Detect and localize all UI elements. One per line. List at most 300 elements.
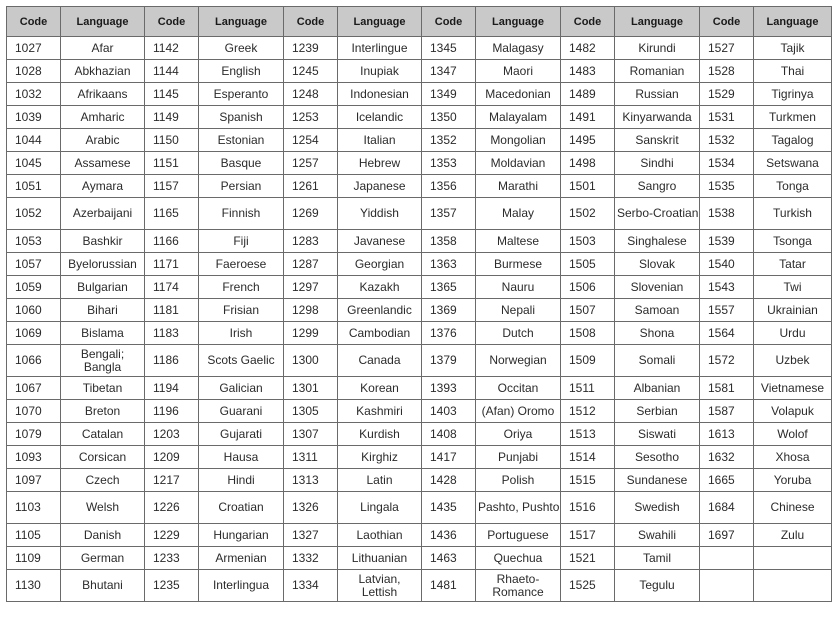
table-row [7,322,832,345]
code-cell: 1511 [561,377,615,400]
language-cell: Canada [338,345,422,377]
code-cell: 1109 [7,547,61,570]
code-cell: 1363 [422,253,476,276]
code-cell: 1226 [145,492,199,524]
header-row [7,7,832,37]
language-cell: Welsh [61,492,145,524]
language-cell: Sangro [615,175,700,198]
code-cell: 1515 [561,469,615,492]
language-cell: Yoruba [754,469,832,492]
column-header-code: Code [284,7,338,37]
column-header-code: Code [145,7,199,37]
language-cell: Volapuk [754,400,832,423]
code-cell: 1253 [284,106,338,129]
code-cell: 1332 [284,547,338,570]
language-cell: German [61,547,145,570]
code-cell: 1417 [422,446,476,469]
table-row [7,345,832,377]
language-cell: Oriya [476,423,561,446]
code-cell: 1145 [145,83,199,106]
code-cell: 1379 [422,345,476,377]
language-cell: Bhutani [61,570,145,602]
language-cell: Kirundi [615,37,700,60]
code-cell: 1307 [284,423,338,446]
language-cell: Kirghiz [338,446,422,469]
language-cell: Assamese [61,152,145,175]
language-cell: Malagasy [476,37,561,60]
table-row [7,492,832,524]
language-cell: Twi [754,276,832,299]
code-cell: 1481 [422,570,476,602]
language-code-table-container [6,6,832,602]
code-cell: 1538 [700,198,754,230]
language-cell: Zulu [754,524,832,547]
language-cell: Setswana [754,152,832,175]
code-cell: 1051 [7,175,61,198]
code-cell: 1326 [284,492,338,524]
language-cell: Swedish [615,492,700,524]
code-cell: 1358 [422,230,476,253]
code-cell: 1142 [145,37,199,60]
code-cell: 1069 [7,322,61,345]
language-cell: Hausa [199,446,284,469]
language-cell: Bashkir [61,230,145,253]
language-cell: Yiddish [338,198,422,230]
code-cell: 1529 [700,83,754,106]
language-cell: Somali [615,345,700,377]
code-cell: 1345 [422,37,476,60]
code-cell: 1165 [145,198,199,230]
code-cell: 1254 [284,129,338,152]
language-cell: Czech [61,469,145,492]
code-cell: 1305 [284,400,338,423]
code-cell: 1543 [700,276,754,299]
code-cell: 1257 [284,152,338,175]
language-cell: Lingala [338,492,422,524]
language-cell: Polish [476,469,561,492]
language-cell: Laothian [338,524,422,547]
language-cell: Basque [199,152,284,175]
column-header-language: Language [61,7,145,37]
code-cell: 1261 [284,175,338,198]
language-cell: Tonga [754,175,832,198]
language-cell: Norwegian [476,345,561,377]
code-cell: 1299 [284,322,338,345]
language-cell: Tibetan [61,377,145,400]
code-cell: 1527 [700,37,754,60]
code-cell: 1027 [7,37,61,60]
language-cell: Latin [338,469,422,492]
code-cell: 1174 [145,276,199,299]
language-cell: Swahili [615,524,700,547]
language-cell: Arabic [61,129,145,152]
language-cell: Shona [615,322,700,345]
table-row [7,83,832,106]
code-cell: 1528 [700,60,754,83]
code-cell: 1347 [422,60,476,83]
code-cell: 1512 [561,400,615,423]
code-cell: 1531 [700,106,754,129]
language-cell: Amharic [61,106,145,129]
code-cell: 1039 [7,106,61,129]
language-cell: Ukrainian [754,299,832,322]
language-cell: Interlingue [338,37,422,60]
code-cell: 1070 [7,400,61,423]
language-cell: Dutch [476,322,561,345]
language-cell: Indonesian [338,83,422,106]
language-cell: Byelorussian [61,253,145,276]
code-cell: 1514 [561,446,615,469]
code-cell: 1352 [422,129,476,152]
table-row [7,253,832,276]
code-cell: 1269 [284,198,338,230]
language-cell: Siswati [615,423,700,446]
code-cell: 1186 [145,345,199,377]
code-cell: 1581 [700,377,754,400]
table-row [7,423,832,446]
language-cell: Esperanto [199,83,284,106]
language-cell: Wolof [754,423,832,446]
language-cell: Maori [476,60,561,83]
code-cell: 1183 [145,322,199,345]
code-cell: 1028 [7,60,61,83]
table-row [7,276,832,299]
language-cell: Singhalese [615,230,700,253]
language-cell: Maltese [476,230,561,253]
code-cell: 1463 [422,547,476,570]
language-cell: Greek [199,37,284,60]
language-cell: Armenian [199,547,284,570]
code-cell: 1327 [284,524,338,547]
language-cell: Persian [199,175,284,198]
language-cell: Georgian [338,253,422,276]
language-cell: Chinese [754,492,832,524]
code-cell: 1171 [145,253,199,276]
code-cell: 1521 [561,547,615,570]
language-cell: Mongolian [476,129,561,152]
column-header-language: Language [615,7,700,37]
language-cell: Nauru [476,276,561,299]
language-code-table [6,6,832,602]
code-cell: 1334 [284,570,338,602]
code-cell: 1587 [700,400,754,423]
code-cell: 1203 [145,423,199,446]
code-cell: 1066 [7,345,61,377]
code-cell: 1535 [700,175,754,198]
language-cell: Tamil [615,547,700,570]
code-cell: 1057 [7,253,61,276]
language-cell: Afar [61,37,145,60]
language-cell: Sanskrit [615,129,700,152]
language-cell: Tegulu [615,570,700,602]
code-cell: 1557 [700,299,754,322]
language-cell: Tsonga [754,230,832,253]
language-cell: Greenlandic [338,299,422,322]
language-cell: Cambodian [338,322,422,345]
language-cell: Bengali; Bangla [61,345,145,377]
code-cell: 1572 [700,345,754,377]
code-cell: 1067 [7,377,61,400]
language-cell: English [199,60,284,83]
code-cell: 1506 [561,276,615,299]
language-cell: Uzbek [754,345,832,377]
language-cell: Spanish [199,106,284,129]
language-cell: Romanian [615,60,700,83]
table-row [7,547,832,570]
column-header-code: Code [700,7,754,37]
language-cell [754,547,832,570]
language-cell: Slovenian [615,276,700,299]
code-cell: 1502 [561,198,615,230]
column-header-language: Language [199,7,284,37]
code-cell: 1369 [422,299,476,322]
code-cell: 1209 [145,446,199,469]
code-cell: 1491 [561,106,615,129]
language-cell: Russian [615,83,700,106]
table-body [7,37,832,602]
code-cell: 1356 [422,175,476,198]
code-cell: 1144 [145,60,199,83]
table-row [7,299,832,322]
language-cell: Tatar [754,253,832,276]
language-cell: Kinyarwanda [615,106,700,129]
code-cell: 1217 [145,469,199,492]
column-header-language: Language [754,7,832,37]
language-cell: Irish [199,322,284,345]
language-cell: Slovak [615,253,700,276]
code-cell: 1059 [7,276,61,299]
language-cell: Sesotho [615,446,700,469]
code-cell: 1516 [561,492,615,524]
table-row [7,570,832,602]
code-cell: 1428 [422,469,476,492]
code-cell: 1196 [145,400,199,423]
code-cell: 1539 [700,230,754,253]
code-cell: 1093 [7,446,61,469]
code-cell: 1498 [561,152,615,175]
code-cell: 1045 [7,152,61,175]
code-cell: 1297 [284,276,338,299]
language-cell: Nepali [476,299,561,322]
code-cell: 1044 [7,129,61,152]
code-cell: 1150 [145,129,199,152]
code-cell: 1283 [284,230,338,253]
language-cell: French [199,276,284,299]
table-row [7,175,832,198]
table-row [7,230,832,253]
language-cell: Japanese [338,175,422,198]
column-header-code: Code [561,7,615,37]
code-cell: 1311 [284,446,338,469]
table-row [7,446,832,469]
language-cell: Marathi [476,175,561,198]
code-cell: 1353 [422,152,476,175]
language-cell: Inupiak [338,60,422,83]
code-cell [700,547,754,570]
code-cell [700,570,754,602]
code-cell: 1151 [145,152,199,175]
language-cell: Serbo-Croatian [615,198,700,230]
language-cell: Punjabi [476,446,561,469]
code-cell: 1350 [422,106,476,129]
code-cell: 1079 [7,423,61,446]
code-cell: 1525 [561,570,615,602]
code-cell: 1665 [700,469,754,492]
language-cell: Croatian [199,492,284,524]
language-cell: Tigrinya [754,83,832,106]
code-cell: 1149 [145,106,199,129]
language-cell: Rhaeto- Romance [476,570,561,602]
code-cell: 1103 [7,492,61,524]
code-cell: 1436 [422,524,476,547]
language-cell: Javanese [338,230,422,253]
language-cell: Aymara [61,175,145,198]
code-cell: 1505 [561,253,615,276]
language-cell: Icelandic [338,106,422,129]
code-cell: 1349 [422,83,476,106]
language-cell: Bihari [61,299,145,322]
language-cell: Lithuanian [338,547,422,570]
language-cell: Galician [199,377,284,400]
language-cell: Fiji [199,230,284,253]
code-cell: 1235 [145,570,199,602]
language-cell: Bulgarian [61,276,145,299]
language-cell: Estonian [199,129,284,152]
language-cell: Catalan [61,423,145,446]
code-cell: 1233 [145,547,199,570]
code-cell: 1489 [561,83,615,106]
language-cell: Macedonian [476,83,561,106]
language-cell: Abkhazian [61,60,145,83]
column-header-language: Language [338,7,422,37]
code-cell: 1408 [422,423,476,446]
column-header-code: Code [7,7,61,37]
language-cell: Finnish [199,198,284,230]
language-cell: Kurdish [338,423,422,446]
language-cell: Interlingua [199,570,284,602]
language-cell: Turkish [754,198,832,230]
table-row [7,37,832,60]
table-row [7,129,832,152]
language-cell: Samoan [615,299,700,322]
language-cell: Korean [338,377,422,400]
language-cell: Hungarian [199,524,284,547]
language-cell: Breton [61,400,145,423]
code-cell: 1157 [145,175,199,198]
language-cell: Tagalog [754,129,832,152]
table-row [7,469,832,492]
code-cell: 1053 [7,230,61,253]
language-cell: Hindi [199,469,284,492]
language-cell: Moldavian [476,152,561,175]
language-cell: Azerbaijani [61,198,145,230]
language-cell: Burmese [476,253,561,276]
language-cell: Pashto, Pushto [476,492,561,524]
code-cell: 1613 [700,423,754,446]
language-cell: Vietnamese [754,377,832,400]
table-row [7,198,832,230]
code-cell: 1301 [284,377,338,400]
table-row [7,524,832,547]
code-cell: 1130 [7,570,61,602]
code-cell: 1403 [422,400,476,423]
language-cell: Danish [61,524,145,547]
code-cell: 1503 [561,230,615,253]
code-cell: 1052 [7,198,61,230]
language-cell: Italian [338,129,422,152]
code-cell: 1534 [700,152,754,175]
code-cell: 1313 [284,469,338,492]
code-cell: 1287 [284,253,338,276]
language-cell: Albanian [615,377,700,400]
language-cell: Sundanese [615,469,700,492]
language-cell: Faeroese [199,253,284,276]
language-cell: Kashmiri [338,400,422,423]
code-cell: 1632 [700,446,754,469]
language-cell: Occitan [476,377,561,400]
table-row [7,152,832,175]
code-cell: 1248 [284,83,338,106]
code-cell: 1194 [145,377,199,400]
code-cell: 1393 [422,377,476,400]
code-cell: 1239 [284,37,338,60]
code-cell: 1435 [422,492,476,524]
code-cell: 1532 [700,129,754,152]
code-cell: 1300 [284,345,338,377]
code-cell: 1229 [145,524,199,547]
code-cell: 1513 [561,423,615,446]
code-cell: 1298 [284,299,338,322]
column-header-code: Code [422,7,476,37]
language-cell: Portuguese [476,524,561,547]
language-cell: Frisian [199,299,284,322]
language-cell: Serbian [615,400,700,423]
column-header-language: Language [476,7,561,37]
language-cell: (Afan) Oromo [476,400,561,423]
language-cell: Turkmen [754,106,832,129]
code-cell: 1483 [561,60,615,83]
language-cell: Urdu [754,322,832,345]
code-cell: 1105 [7,524,61,547]
language-cell [754,570,832,602]
code-cell: 1509 [561,345,615,377]
code-cell: 1365 [422,276,476,299]
language-cell: Latvian, Lettish [338,570,422,602]
language-cell: Tajik [754,37,832,60]
code-cell: 1357 [422,198,476,230]
code-cell: 1376 [422,322,476,345]
language-cell: Kazakh [338,276,422,299]
code-cell: 1166 [145,230,199,253]
table-row [7,377,832,400]
language-cell: Malay [476,198,561,230]
code-cell: 1517 [561,524,615,547]
language-cell: Xhosa [754,446,832,469]
code-cell: 1684 [700,492,754,524]
language-cell: Hebrew [338,152,422,175]
code-cell: 1060 [7,299,61,322]
language-cell: Quechua [476,547,561,570]
table-row [7,400,832,423]
table-row [7,60,832,83]
code-cell: 1032 [7,83,61,106]
language-cell: Scots Gaelic [199,345,284,377]
code-cell: 1564 [700,322,754,345]
language-cell: Malayalam [476,106,561,129]
language-cell: Thai [754,60,832,83]
language-cell: Bislama [61,322,145,345]
code-cell: 1245 [284,60,338,83]
